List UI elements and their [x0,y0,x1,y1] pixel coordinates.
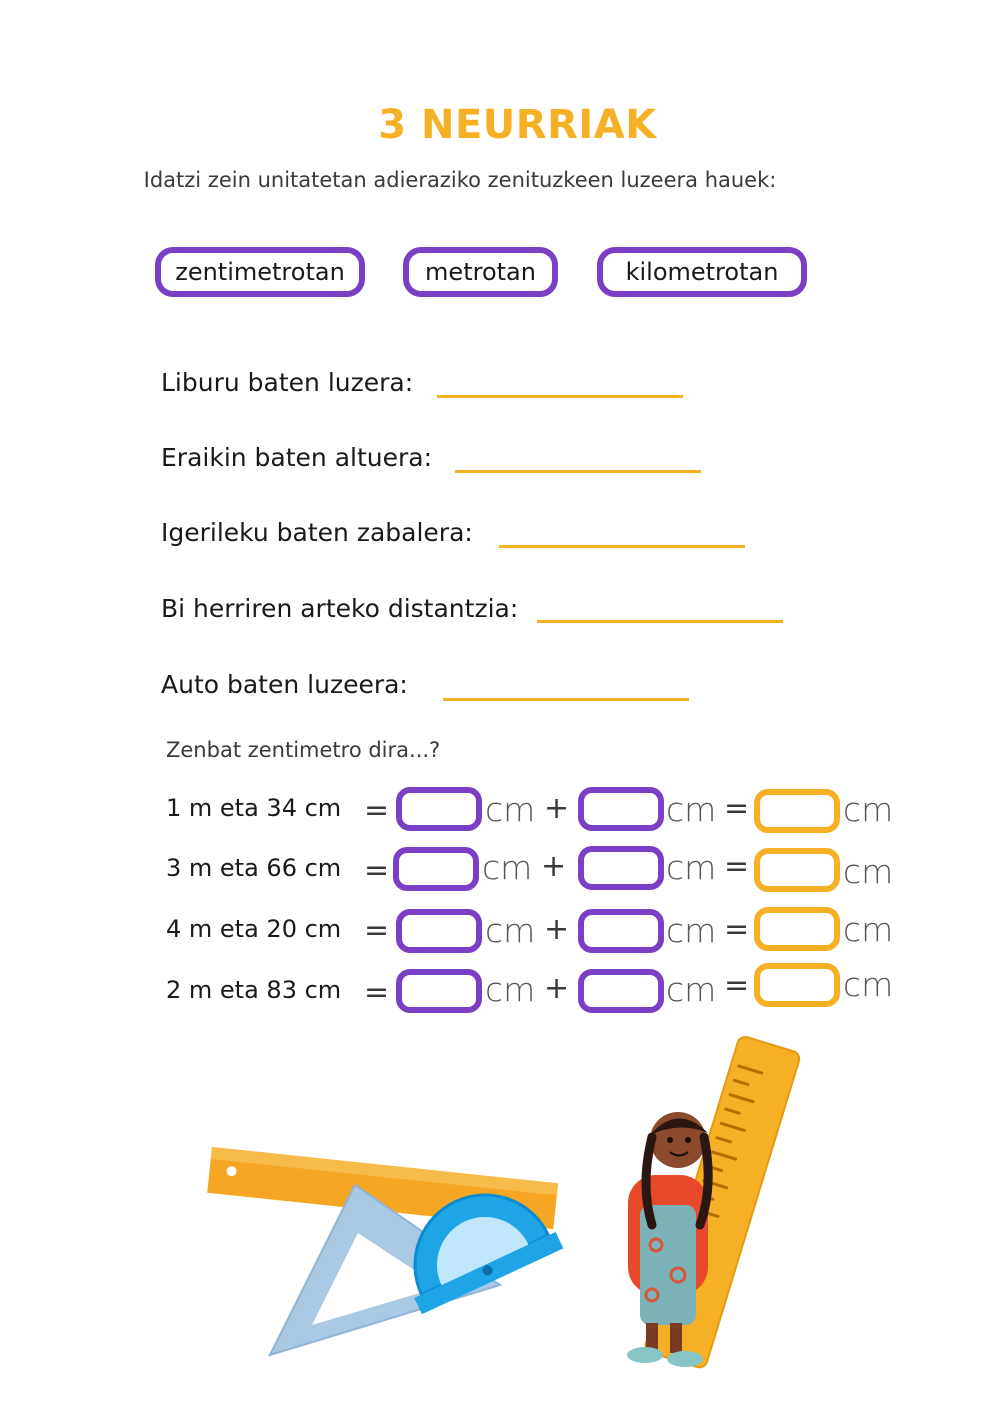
answer-line[interactable] [499,545,745,548]
unit-label: cm [666,911,717,950]
conversion-row-label: 2 m eta 83 cm [166,976,342,1004]
equals-sign: = [724,968,750,1003]
equals-sign: = [364,913,390,948]
total-cm-input[interactable] [754,963,840,1007]
conversion-subtitle: Zenbat zentimetro dira...? [166,738,441,762]
plus-sign: + [544,971,570,1006]
plus-sign: + [541,849,567,884]
answer-line[interactable] [443,698,689,701]
plus-sign: + [544,912,570,947]
unit-label: cm [843,852,894,891]
equals-sign: = [364,853,390,888]
cm-input[interactable] [578,969,664,1013]
unit-label: cm [482,848,533,887]
conversion-row-label: 4 m eta 20 cm [166,915,342,943]
equals-sign: = [364,793,390,828]
total-cm-input[interactable] [754,848,840,892]
equals-sign: = [364,975,390,1010]
unit-label: cm [843,965,894,1004]
unit-chip-zentimetrotan[interactable]: zentimetrotan [155,247,365,297]
cm-input[interactable] [578,787,664,831]
meters-to-cm-input[interactable] [396,787,482,831]
question-label: Liburu baten luzera: [161,368,414,397]
unit-label: cm [666,848,717,887]
answer-line[interactable] [537,620,783,623]
total-cm-input[interactable] [754,789,840,833]
question-label: Eraikin baten altuera: [161,443,433,472]
total-cm-input[interactable] [754,907,840,951]
meters-to-cm-input[interactable] [396,969,482,1013]
unit-chip-metrotan[interactable]: metrotan [403,247,558,297]
unit-label: cm [485,970,536,1009]
plus-sign: + [544,791,570,826]
equals-sign: = [724,791,750,826]
unit-label: cm [666,790,717,829]
question-label: Igerileku baten zabalera: [161,518,473,547]
unit-label: cm [485,911,536,950]
unit-label: cm [666,970,717,1009]
meters-to-cm-input[interactable] [393,847,479,891]
equals-sign: = [724,912,750,947]
answer-line[interactable] [437,395,683,398]
instruction-text: Idatzi zein unitatetan adieraziko zenituzkeen luzeera hauek: [143,168,777,192]
meters-to-cm-input[interactable] [396,909,482,953]
answer-line[interactable] [455,470,701,473]
cm-input[interactable] [578,909,664,953]
cm-input[interactable] [578,846,664,890]
unit-label: cm [843,790,894,829]
measuring-tools-illustration [200,1025,820,1385]
question-label: Auto baten luzeera: [161,670,408,699]
unit-chip-kilometrotan[interactable]: kilometrotan [597,247,807,297]
conversion-row-label: 3 m eta 66 cm [166,854,342,882]
conversion-row-label: 1 m eta 34 cm [166,794,342,822]
page-title: 3 NEURRIAK [378,102,657,148]
question-label: Bi herriren arteko distantzia: [161,594,519,623]
unit-label: cm [485,790,536,829]
equals-sign: = [724,849,750,884]
unit-label: cm [843,910,894,949]
